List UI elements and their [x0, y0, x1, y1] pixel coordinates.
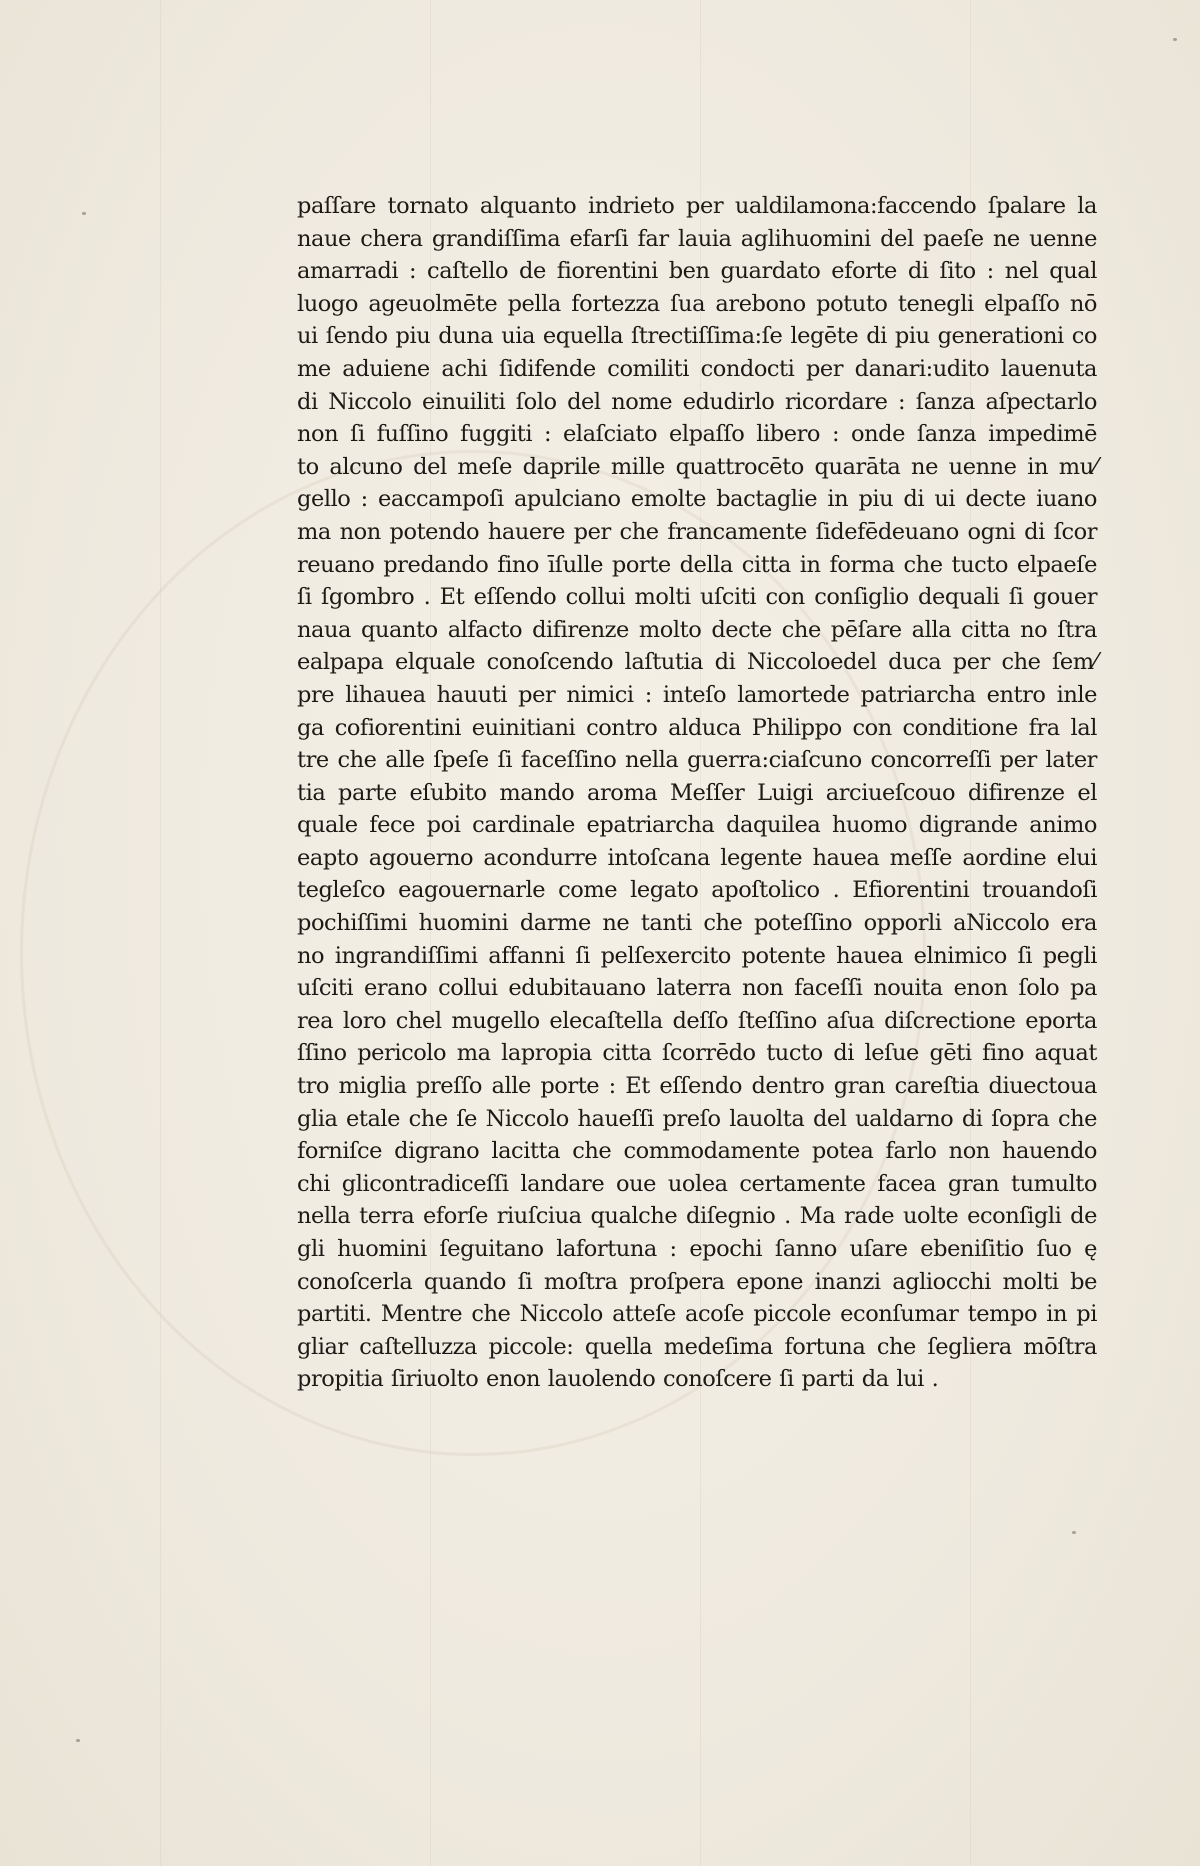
paper-speck — [1173, 38, 1177, 41]
text-line: conoſcerla quando ſi moſtra proſpera epone inanzi agliocchi molti be — [297, 1268, 1097, 1295]
text-line: to alcuno del meſe daprile mille quattrocēto quarāta ne uenne in mu⁄ — [297, 453, 1097, 480]
text-line: me aduiene achi ſidifende comiliti condocti per danari:udito lauenuta — [297, 355, 1097, 382]
text-line: naua quanto alfacto difirenze molto decte che pēſare alla citta no ſtra — [297, 616, 1097, 643]
text-line: gello : eaccampoſi apulciano emolte bactaglie in piu di ui decte iuano — [297, 486, 1097, 513]
text-line: ma non potendo hauere per che francamente ſidefēdeuano ogni di ſcor — [297, 518, 1097, 545]
text-line: gliar caſtelluzza piccole: quella medeſima fortuna che ſegliera mōſtra — [297, 1333, 1097, 1360]
text-line: tro miglia preſſo alle porte : Et eſſendo dentro gran careſtia diuectoua — [297, 1073, 1097, 1100]
text-block — [297, 190, 1097, 1396]
text-line: quale fece poi cardinale epatriarcha daquilea huomo digrande animo — [297, 812, 1097, 839]
text-line: eapto agouerno acondurre intoſcana legente hauea meſſe aordine elui — [297, 844, 1097, 871]
text-line: amarradi : caſtello de fiorentini ben guardato eforte di ſito : nel qual — [297, 258, 1097, 285]
text-line: non ſi fuſſino fuggiti : elaſciato elpaſſo libero : onde ſanza impedimē — [297, 421, 1097, 448]
text-line: propitia ſiriuolto enon lauolendo conoſcere ſi parti da lui . — [297, 1366, 939, 1393]
paper-speck — [76, 1739, 80, 1742]
text-line: glia etale che ſe Niccolo haueſſi preſo lauolta del ualdarno di ſopra che — [297, 1105, 1097, 1132]
paper-speck — [1072, 1531, 1076, 1534]
text-line: pre lihauea hauuti per nimici : inteſo lamortede patriarcha entro inle — [297, 681, 1097, 708]
paper-speck — [82, 212, 86, 215]
text-line: ealpapa elquale conoſcendo laſtutia di Niccoloedel duca per che ſem⁄ — [297, 649, 1097, 676]
text-line: tia parte eſubito mando aroma Meſſer Luigi arciueſcouo difirenze el — [297, 779, 1097, 806]
text-line: paſſare tornato alquanto indrieto per ualdilamona:faccendo ſpalare la — [297, 193, 1097, 219]
text-line: rea loro chel mugello elecaſtella deſſo ſteſſino aſua diſcrectione eporta — [297, 1007, 1097, 1034]
text-line: naue chera grandiſſima efarſi far lauia aglihuomini del paeſe ne uenne — [297, 225, 1097, 252]
text-line: ui ſendo piu duna uia equella ſtrectiſſima:ſe legēte di piu generationi co — [297, 323, 1097, 350]
text-line: ga cofiorentini euinitiani contro alduca Philippo con conditione fra lal — [297, 714, 1097, 741]
text-line: tre che alle ſpeſe ſi faceſſino nella guerra:ciaſcuno concorreſſi per later — [297, 747, 1097, 774]
text-line: ſſino pericolo ma lapropia citta ſcorrēdo tucto di leſue gēti fino aquat — [297, 1040, 1097, 1067]
text-line: luogo ageuolmēte pella fortezza ſua arebono potuto tenegli elpaſſo nō — [297, 290, 1097, 317]
text-line: gli huomini ſeguitano lafortuna : epochi ſanno uſare ebeniſitio ſuo ę — [297, 1236, 1097, 1262]
text-line: chi glicontradiceſſi landare oue uolea certamente facea gran tumulto — [297, 1170, 1097, 1197]
paper-chainline — [160, 0, 161, 1866]
text-line: partiti. Mentre che Niccolo atteſe acoſe piccole econſumar tempo in pi — [297, 1301, 1097, 1328]
text-line: pochiſſimi huomini darme ne tanti che poteſſino opporli aNiccolo era — [297, 910, 1097, 937]
text-line: nella terra eforſe riuſciua qualche diſegnio . Ma rade uolte econſigli de — [297, 1203, 1097, 1230]
text-line: uſciti erano collui edubitauano laterra non faceſſi nouita enon ſolo pa — [297, 975, 1097, 1002]
text-line: ſi ſgombro . Et eſſendo collui molti uſciti con conſiglio dequali ſi gouer — [297, 584, 1097, 611]
text-line: di Niccolo einuiliti ſolo del nome edudirlo ricordare : ſanza aſpectarlo — [297, 388, 1097, 415]
text-line: reuano predando fino īſulle porte della citta in forma che tucto elpaeſe — [297, 551, 1097, 578]
text-line: no ingrandiſſimi affanni ſi pelſexercito potente hauea elnimico ſi pegli — [297, 942, 1097, 969]
text-line: tegleſco eagouernarle come legato apoſtolico . Efiorentini trouandoſi — [297, 877, 1097, 904]
text-line: forniſce digrano lacitta che commodamente potea farlo non hauendo — [297, 1138, 1097, 1165]
